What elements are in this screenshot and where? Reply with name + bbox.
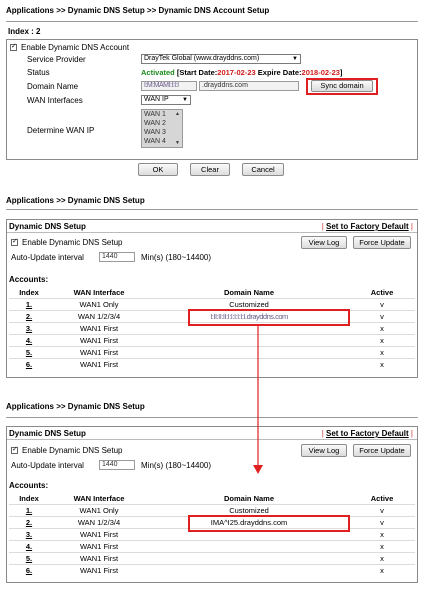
service-provider-label: Service Provider [27, 55, 86, 64]
start-date-label: [Start Date: [176, 68, 218, 77]
sync-domain-button[interactable]: Sync domain [311, 80, 373, 92]
factory-default-wrap: | Set to Factory Default | [321, 222, 413, 231]
wan-list-item[interactable]: WAN 2 [144, 120, 166, 127]
row-wan: WAN1 First [49, 323, 149, 335]
row-active: x [349, 359, 415, 371]
auto-update-label: Auto-Update interval [11, 253, 84, 262]
row-wan: WAN1 Only [49, 505, 149, 517]
wan-list-item[interactable]: WAN 4 [144, 138, 166, 145]
row-index-link[interactable]: 5. [9, 347, 49, 359]
determine-wan-ip-label: Determine WAN IP [27, 126, 95, 135]
row-wan: WAN1 First [49, 347, 149, 359]
expire-date-value: 2018-02-23 [301, 68, 340, 77]
enable-ddns-label: Enable Dynamic DNS Setup [22, 446, 123, 455]
enable-ddns-label: Enable Dynamic DNS Setup [22, 238, 123, 247]
row-index-link[interactable]: 3. [9, 529, 49, 541]
row-wan: WAN 1/2/3/4 [49, 517, 149, 529]
row-active: v [349, 311, 415, 323]
accounts-label: Accounts: [9, 275, 49, 284]
status-close-bracket: ] [339, 68, 343, 77]
domain-name-label: Domain Name [27, 82, 79, 91]
dropdown-arrow-icon: ▼ [292, 56, 298, 62]
row-index-link[interactable]: 1. [9, 299, 49, 311]
row-active: x [349, 529, 415, 541]
row-active: x [349, 541, 415, 553]
row-wan: WAN1 First [49, 335, 149, 347]
row-index-link[interactable]: 3. [9, 323, 49, 335]
cancel-button[interactable]: Cancel [242, 163, 284, 176]
status-label: Status [27, 68, 50, 77]
auto-update-value: 1440 [102, 461, 118, 468]
row-index-link[interactable]: 4. [9, 541, 49, 553]
row-index-link[interactable]: 4. [9, 335, 49, 347]
row-index-link[interactable]: 6. [9, 565, 49, 577]
factory-default-wrap: | Set to Factory Default | [321, 429, 413, 438]
row-index-link[interactable]: 2. [9, 517, 49, 529]
scroll-down-icon[interactable]: ▼ [175, 140, 180, 146]
factory-default-link[interactable]: Set to Factory Default [326, 429, 409, 438]
row-domain: ΙΜΑ^Ι25.drayddns.com [149, 517, 349, 529]
col-active: Active [370, 288, 394, 297]
row-active: x [349, 553, 415, 565]
col-index: Index [19, 494, 39, 503]
service-provider-value: DrayTek Global (www.drayddns.com) [144, 55, 260, 62]
row-active: x [349, 565, 415, 577]
row-active: v [349, 517, 415, 529]
view-log-button[interactable]: View Log [301, 236, 347, 249]
section-title: Dynamic DNS Setup [9, 222, 86, 231]
row-wan: WAN 1/2/3/4 [49, 311, 149, 323]
factory-default-link[interactable]: Set to Factory Default [326, 222, 409, 231]
enable-account-label: Enable Dynamic DNS Account [21, 43, 130, 52]
accounts-label: Accounts: [9, 481, 49, 490]
view-log-button[interactable]: View Log [301, 444, 347, 457]
auto-update-unit: Min(s) (180~14400) [141, 253, 212, 262]
auto-update-value: 1440 [102, 253, 118, 260]
dropdown-arrow-icon: ▼ [182, 97, 188, 103]
row-wan: WAN1 Only [49, 299, 149, 311]
row-index-link[interactable]: 2. [9, 311, 49, 323]
row-active: x [349, 335, 415, 347]
row-wan: WAN1 First [49, 553, 149, 565]
row-active: v [349, 505, 415, 517]
wan-interfaces-label: WAN Interfaces [27, 96, 83, 105]
col-index: Index [19, 288, 39, 297]
domain-prefix-value: I:M:MAMI:I:I:I [144, 82, 179, 89]
panel1-breadcrumb: Applications >> Dynamic DNS Setup >> Dynamic DNS Account Setup [6, 6, 270, 15]
start-date-value: 2017-02-23 [217, 68, 256, 77]
col-wan: WAN Interface [73, 494, 125, 503]
col-domain: Domain Name [223, 288, 274, 297]
row-active: v [349, 299, 415, 311]
auto-update-label: Auto-Update interval [11, 461, 84, 470]
col-active: Active [370, 494, 394, 503]
panel3-breadcrumb: Applications >> Dynamic DNS Setup [6, 402, 145, 411]
status-activated: Activated [141, 68, 175, 77]
clear-button[interactable]: Clear [190, 163, 230, 176]
domain-suffix-value: .drayddns.com [202, 82, 248, 89]
wan-interfaces-value: WAN IP [144, 96, 169, 103]
section-title: Dynamic DNS Setup [9, 429, 86, 438]
row-domain: Customized [149, 505, 349, 517]
row-active: x [349, 323, 415, 335]
index-label: Index : 2 [8, 27, 41, 36]
wan-list-item[interactable]: WAN 1 [144, 111, 166, 118]
row-wan: WAN1 First [49, 565, 149, 577]
row-index-link[interactable]: 6. [9, 359, 49, 371]
wan-list-item[interactable]: WAN 3 [144, 129, 166, 136]
panel2-breadcrumb: Applications >> Dynamic DNS Setup [6, 196, 145, 205]
row-active: x [349, 347, 415, 359]
row-domain: Customized [149, 299, 349, 311]
row-wan: WAN1 First [49, 359, 149, 371]
auto-update-unit: Min(s) (180~14400) [141, 461, 212, 470]
col-wan: WAN Interface [73, 288, 125, 297]
row-index-link[interactable]: 1. [9, 505, 49, 517]
force-update-button[interactable]: Force Update [353, 236, 411, 249]
scroll-up-icon[interactable]: ▲ [175, 111, 180, 117]
col-domain: Domain Name [223, 494, 274, 503]
row-index-link[interactable]: 5. [9, 553, 49, 565]
row-wan: WAN1 First [49, 529, 149, 541]
ok-button[interactable]: OK [138, 163, 178, 176]
row-wan: WAN1 First [49, 541, 149, 553]
force-update-button[interactable]: Force Update [353, 444, 411, 457]
expire-date-label: Expire Date: [257, 68, 302, 77]
row-domain: I:II:II:II:I:I:I:I:I:I.drayddns.com [149, 311, 349, 323]
